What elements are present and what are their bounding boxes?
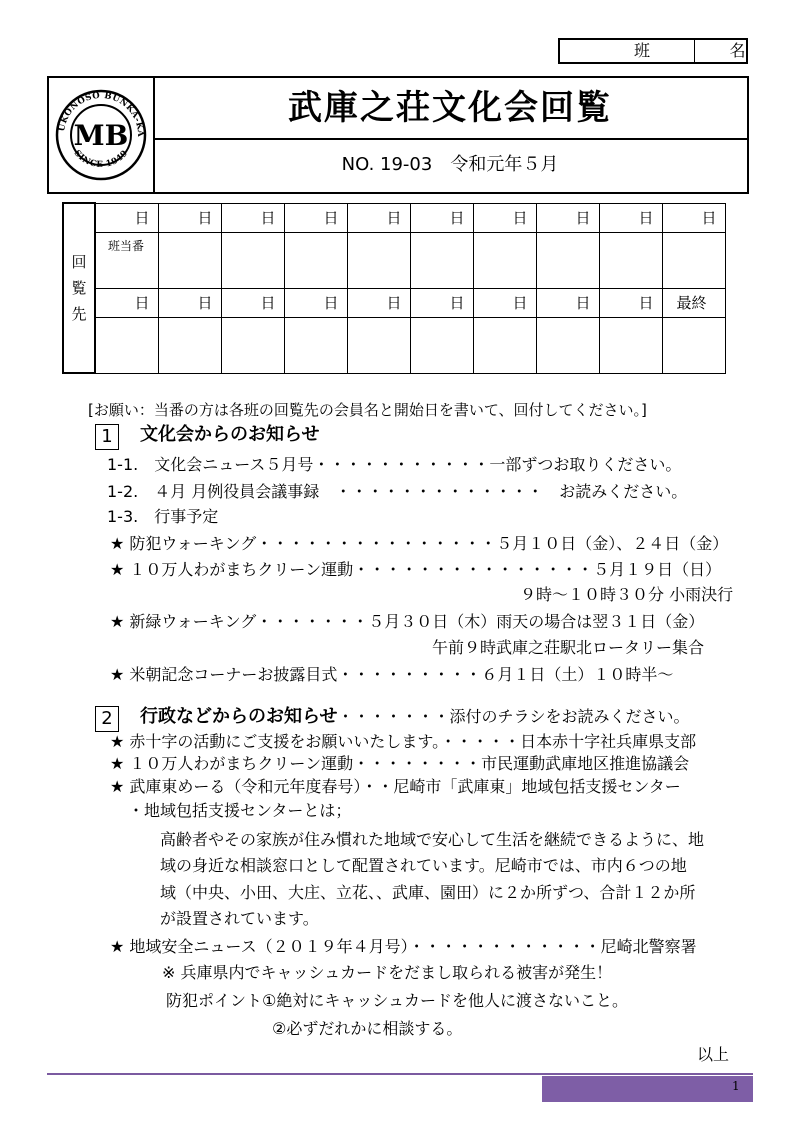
member-cell[interactable]: [347, 317, 410, 373]
logo-cell: [49, 78, 155, 192]
section-2-title-suffix: ・・・・・・・添付のチラシをお読みください。: [337, 707, 690, 726]
circulation-table: [62, 202, 726, 374]
day-cell[interactable]: 日: [599, 203, 662, 232]
notice-tip: ②必ずだれかに相談する。: [272, 1019, 463, 1038]
notice-subheading: ・地域包括支援センターとは；: [128, 801, 352, 820]
member-cell[interactable]: [284, 317, 347, 373]
day-cell[interactable]: 日: [221, 203, 284, 232]
member-cell[interactable]: [599, 317, 662, 373]
notice-line: ★ 地域安全ニュース（２０１９年４月号）・・・・・・・・・・・・尼崎北警察署: [110, 937, 697, 956]
group-name-box: [558, 38, 748, 64]
day-cell[interactable]: 日: [536, 288, 599, 317]
member-cell[interactable]: [473, 232, 536, 288]
section-2-title: 行政などからのお知らせ: [140, 706, 338, 727]
member-cell[interactable]: [158, 317, 221, 373]
event-line: ★ 防犯ウォーキング・・・・・・・・・・・・・・・５月１０日（金）、２４日（金）: [110, 534, 729, 553]
notice-warning: ※ 兵庫県内でキャッシュカードをだまし取られる被害が発生！: [162, 963, 613, 982]
day-cell[interactable]: 日: [221, 288, 284, 317]
section-1-item: 1-1. 文化会ニュース５月号・・・・・・・・・・・一部ずつお取りください。: [107, 455, 682, 474]
section-1-number: 1: [95, 424, 119, 450]
member-cell[interactable]: [221, 317, 284, 373]
member-cell[interactable]: [410, 232, 473, 288]
section-1-item: 1-2. ４月 月例役員会議事録 ・・・・・・・・・・・・・ お読みください。: [107, 482, 688, 501]
section-1-item: 1-3. 行事予定: [107, 507, 219, 526]
club-logo-seal: [49, 78, 153, 192]
name-label: 名: [729, 41, 746, 60]
section-2-number: 2: [95, 706, 119, 732]
notice-line: ★ 赤十字の活動にご支援をお願いいたします。・・・・・日本赤十字社兵庫県支部: [110, 732, 697, 751]
page-title: 武庫之荘文化会回覧: [288, 88, 612, 128]
day-cell[interactable]: 日: [536, 203, 599, 232]
notice-line: ★ １０万人わがまちクリーン運動・・・・・・・・市民運動武庫地区推進協議会: [110, 754, 690, 773]
notice-body: 域の身近な相談窓口として配置されています。尼崎市では、市内６つの地: [160, 856, 687, 875]
logo-letters: MB: [73, 119, 129, 152]
footer-bar: [542, 1076, 753, 1102]
event-detail: 午前９時武庫之荘駅北ロータリー集合: [432, 638, 705, 657]
day-cell[interactable]: 日: [662, 203, 725, 232]
day-cell[interactable]: 日: [347, 288, 410, 317]
day-cell[interactable]: 日: [158, 203, 221, 232]
member-cell[interactable]: [158, 232, 221, 288]
day-cell[interactable]: 日: [473, 288, 536, 317]
member-cell[interactable]: [347, 232, 410, 288]
closing-text: 以上: [697, 1045, 730, 1064]
footer-line: [47, 1073, 753, 1075]
request-note: [お願い：当番の方は各班の回覧先の会員名と開始日を書いて、回付してください。]: [88, 401, 647, 419]
group-label: 班: [560, 40, 695, 62]
member-cell[interactable]: [221, 232, 284, 288]
notice-tip: 防犯ポイント①絶対にキャッシュカードを他人に渡さないこと。: [166, 991, 629, 1010]
day-cell[interactable]: 日: [473, 203, 536, 232]
member-cell[interactable]: [473, 317, 536, 373]
member-cell[interactable]: [662, 232, 725, 288]
member-cell[interactable]: [284, 232, 347, 288]
logo-ring-bottom: SINCE 1949: [71, 148, 131, 171]
member-cell[interactable]: [662, 317, 725, 373]
notice-body: 高齢者やその家族が住み慣れた地域で安心して生活を継続できるように、地: [160, 830, 705, 849]
day-cell[interactable]: 日: [347, 203, 410, 232]
day-cell[interactable]: 日: [158, 288, 221, 317]
day-cell[interactable]: 日: [95, 288, 158, 317]
page-number: 1: [732, 1079, 740, 1093]
member-cell[interactable]: [536, 232, 599, 288]
header-frame: [47, 76, 749, 194]
last-cell[interactable]: 最終: [662, 288, 725, 317]
member-cell[interactable]: [536, 317, 599, 373]
day-cell[interactable]: 日: [284, 288, 347, 317]
section-1-title: 文化会からのお知らせ: [140, 424, 320, 445]
member-cell[interactable]: [410, 317, 473, 373]
day-cell[interactable]: 日: [284, 203, 347, 232]
duty-cell[interactable]: 班当番: [95, 232, 158, 288]
day-cell[interactable]: 日: [599, 288, 662, 317]
notice-body: が設置されています。: [160, 909, 319, 928]
issue-number: NO. 19-03 令和元年５月: [341, 154, 559, 175]
event-line: ★ １０万人わがまちクリーン運動・・・・・・・・・・・・・・・５月１９日（日）: [110, 560, 722, 579]
circulation-side-label: 回 覧 先: [63, 203, 95, 373]
day-cell[interactable]: 日: [95, 203, 158, 232]
title-cell: [153, 78, 747, 140]
logo-ring-top: UKONOSO BUNKA-KA: [57, 90, 146, 138]
event-detail: ９時～１０時３０分 小雨決行: [520, 585, 734, 604]
section-2-heading: [140, 706, 689, 728]
event-line: ★ 米朝記念コーナーお披露目式・・・・・・・・・６月１日（土）１０時半～: [110, 665, 674, 684]
event-line: ★ 新緑ウォーキング・・・・・・・５月３０日（木）雨天の場合は翌３１日（金）: [110, 612, 705, 631]
member-cell[interactable]: [95, 317, 158, 373]
day-cell[interactable]: 日: [410, 288, 473, 317]
notice-line: ★ 武庫東めーる（令和元年度春号）・・尼崎市「武庫東」地域包括支援センター: [110, 777, 681, 796]
member-cell[interactable]: [599, 232, 662, 288]
day-cell[interactable]: 日: [410, 203, 473, 232]
notice-body: 域（中央、小田、大庄、立花、、武庫、園田）に２か所ずつ、合計１２か所: [160, 883, 696, 902]
